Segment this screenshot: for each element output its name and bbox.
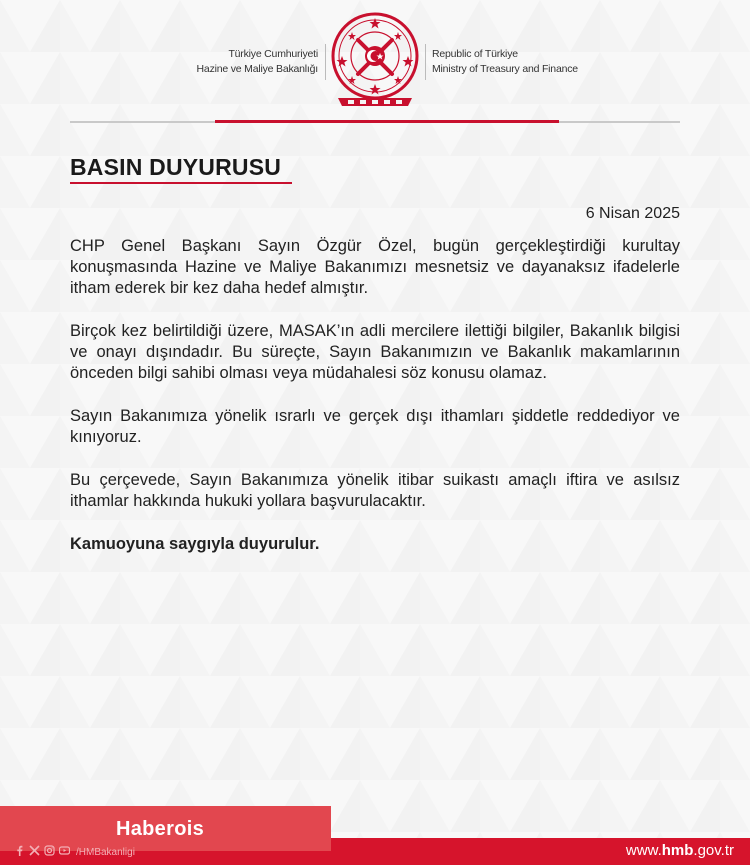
closing-statement: Kamuoyuna saygıyla duyurulur.	[70, 535, 320, 553]
letterhead-english-line2: Ministry of Treasury and Finance	[432, 63, 578, 75]
release-date: 6 Nisan 2025	[585, 205, 680, 222]
body-paragraph-2: Birçok kez belirtildiği üzere, MASAK’ın adli mercilere ilettiği bilgiler, Bakanlık bilgisi ve onayı dışındadır. Bu süreçte, Sayın Bakanımızın ve Bakanlık makamlarının önceden bilgi sahibi olması veya müdahalesi söz konusu olamaz.	[70, 322, 680, 382]
letterhead-turkish-line2: Hazine ve Maliye Bakanlığı	[196, 63, 318, 75]
letterhead-divider-right	[425, 44, 426, 80]
body-paragraph-4: Bu çerçevede, Sayın Bakanımıza yönelik itibar suikastı amaçlı iftira ve asılsız ithamlar hakkında hukuki yollara başvurulacaktır.	[70, 471, 680, 510]
social-links	[14, 845, 135, 859]
letterhead	[0, 0, 750, 130]
website-url: www.hmb.gov.tr	[625, 842, 734, 859]
source-watermark-label: Haberois	[116, 818, 204, 840]
facebook-icon[interactable]	[14, 845, 25, 859]
instagram-icon[interactable]	[44, 845, 55, 859]
header-accent-rule	[215, 120, 559, 123]
letterhead-divider-left	[325, 44, 326, 80]
x-icon[interactable]	[29, 845, 40, 859]
social-handle[interactable]: /HMBakanligi	[76, 846, 135, 858]
youtube-icon[interactable]	[59, 845, 70, 859]
release-body	[70, 236, 680, 577]
website-link[interactable]	[626, 842, 734, 859]
letterhead-turkish	[197, 47, 318, 77]
letterhead-turkish-line1: Türkiye Cumhuriyeti	[228, 48, 318, 60]
body-paragraph-1: CHP Genel Başkanı Sayın Özgür Özel, bugün gerçekleştirdiği kurultay konuşmasında Hazine ve Maliye Bakanımızı mesnetsiz ve dayanaksız ifadelerle itham ederek bir kez daha hedef almıştır.	[70, 237, 680, 297]
letterhead-english-line1: Republic of Türkiye	[432, 48, 518, 60]
ministry-emblem-icon	[328, 10, 422, 110]
letterhead-english	[432, 47, 578, 77]
body-paragraph-3: Sayın Bakanımıza yönelik ısrarlı ve gerçek dışı ithamları şiddetle reddediyor ve kınıyoruz.	[70, 407, 680, 446]
title-underline	[70, 182, 292, 184]
page-title: BASIN DUYURUSU	[70, 154, 282, 180]
